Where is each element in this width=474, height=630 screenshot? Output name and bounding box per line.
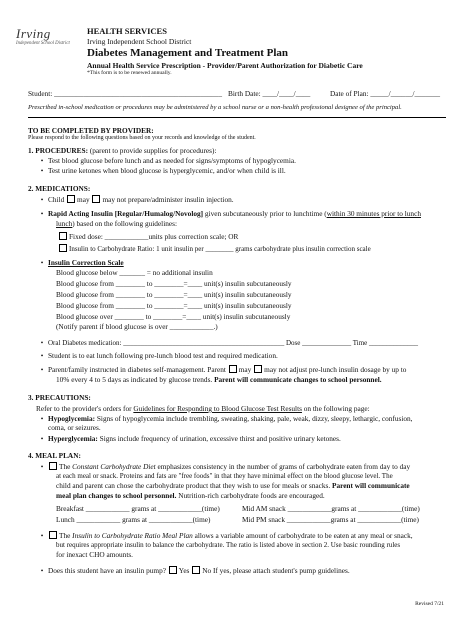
- ratio-checkbox[interactable]: [59, 244, 67, 252]
- precautions-intro: [36, 404, 456, 413]
- medications-heading: 2. MEDICATIONS:: [28, 184, 91, 193]
- procedure-text: Test blood glucose before lunch and as needed for signs/symptoms of hypoglycemia.: [48, 156, 296, 165]
- revision-note: Revised 7/21: [415, 601, 444, 607]
- constant-carb-line: [36, 462, 456, 471]
- constant-carb-checkbox[interactable]: [49, 462, 57, 470]
- parent-may-checkbox[interactable]: [229, 365, 237, 373]
- bullet-dot-icon: •: [40, 462, 44, 471]
- bullet-dot-icon: •: [40, 339, 44, 347]
- parent-may-not-checkbox[interactable]: [254, 365, 262, 373]
- page-title: Diabetes Management and Treatment Plan: [87, 47, 289, 59]
- procedures-title-rest: (parent to provide supplies for procedures):: [88, 146, 217, 155]
- bullet-dot-icon: •: [40, 531, 44, 540]
- district-name: Irving Independent School District: [87, 36, 192, 46]
- eat-lunch-line: [36, 351, 456, 360]
- logo-tagline: Independent School District: [16, 41, 70, 47]
- precautions-heading: 3. PRECAUTIONS:: [28, 393, 91, 402]
- constant-carb-line-3: [56, 481, 474, 490]
- hyperglycemia-text: Signs include frequency of urination, excessive thirst and positive urinary ketones.: [97, 434, 341, 443]
- parent-trained-text: Parent/family instructed in diabetes self-management. Parent: [48, 365, 226, 374]
- plan-date-field[interactable]: Date of Plan: _____/______/_______: [330, 89, 441, 98]
- procedure-text: Test urine ketones when blood glucose is hyperglycemic, and/or when child is ill.: [48, 166, 286, 175]
- pump-guidelines-text: If yes, please attach student's pump guidelines.: [212, 566, 350, 575]
- rapid-insulin-line-2: lunch) based on the following guidelines:: [56, 219, 177, 228]
- procedure-item: [36, 156, 456, 165]
- lunch-line: [56, 515, 474, 524]
- correction-scale-heading: [36, 258, 456, 267]
- constant-carb-text-3: child and parent can chose the carbohydrate product that they wish to use for meals or snacks.: [56, 481, 331, 490]
- may-label: may: [77, 195, 90, 204]
- org-name: HEALTH SERVICES: [87, 26, 167, 36]
- precautions-intro-end: on the following page:: [301, 404, 370, 413]
- parent-trained-text-2: 10% every 4 to 5 days as indicated by glucose trends.: [56, 375, 213, 384]
- fixed-dose-option: [58, 232, 474, 241]
- bullet-dot-icon: •: [40, 166, 44, 175]
- ratio-option: [58, 244, 474, 254]
- fixed-dose-checkbox[interactable]: [59, 232, 67, 240]
- irving-logo: [16, 26, 70, 64]
- scale-row: Blood glucose from ________ to ________=____ unit(s) insulin subcutaneously: [56, 279, 292, 288]
- procedures-title: 1. PROCEDURES:: [28, 146, 88, 155]
- pump-no-label: No: [202, 566, 212, 575]
- scale-row: Blood glucose over ________ to ________=____ unit(s) insulin subcutaneously: [56, 312, 291, 321]
- parent-may-label: may: [238, 365, 252, 374]
- bullet-dot-icon: •: [40, 351, 44, 360]
- bullet-dot-icon: •: [40, 156, 44, 165]
- provider-subheading: Please respond to the following questions based on your records and knowledge of the student.: [28, 135, 256, 141]
- bullet-dot-icon: •: [40, 258, 44, 267]
- insulin-pump-question: Does this student have an insulin pump?: [48, 566, 166, 575]
- constant-carb-pre: The: [59, 462, 73, 471]
- rapid-insulin-text: given subcutaneously prior to lunchtime (: [203, 209, 327, 218]
- breakfast-line: [56, 504, 474, 513]
- ratio-meal-pre: The: [59, 531, 73, 540]
- oral-medication-line: [36, 339, 456, 348]
- constant-carb-bold-4: meal plan changes to school personnel.: [56, 491, 177, 500]
- constant-carb-title: Constant Carbohydrate Diet: [72, 462, 156, 471]
- divider: [28, 117, 446, 118]
- constant-carb-text-4: Nutrition-rich carbohydrate foods are encouraged.: [176, 491, 325, 500]
- logo-wordmark: Irving: [16, 26, 51, 41]
- student-field[interactable]: Student: ______________________________________________: [28, 89, 222, 98]
- procedures-heading: [28, 146, 448, 155]
- hypoglycemia-text-2: coma, or seizures.: [48, 423, 101, 432]
- may-not-label: may not prepare/administer insulin injection.: [102, 195, 234, 204]
- correction-scale-title: Insulin Correction Scale: [48, 258, 124, 267]
- rapid-insulin-window: within 30 minutes prior to lunch: [326, 209, 421, 218]
- constant-carb-text-1: emphasizes consistency in the number of grams of carbohydrate eaten from day to day: [155, 462, 411, 471]
- bullet-dot-icon: •: [40, 365, 44, 374]
- insulin-pump-line: [36, 566, 456, 575]
- bullet-dot-icon: •: [40, 434, 44, 443]
- rapid-insulin-title: Rapid Acting Insulin [Regular/Humalog/Novolog]: [48, 209, 204, 218]
- may-not-checkbox[interactable]: [92, 195, 100, 203]
- fixed-dose-text: Fixed dose: ____________units plus correction scale; OR: [69, 232, 239, 241]
- constant-carb-text-2: at each meal or snack. Proteins and fats are "free foods" in that they have minimal effect on the blood glucose level. The: [56, 472, 393, 480]
- ratio-meal-text-3: for inexact CHO amounts.: [56, 550, 134, 559]
- bullet-dot-icon: •: [40, 414, 44, 423]
- child-injection-line: [36, 195, 456, 204]
- birth-date-field[interactable]: Birth Date: ____/____/____: [228, 89, 311, 98]
- constant-carb-bold-3: Parent will communicate: [330, 481, 410, 490]
- ratio-meal-text-1: allows a variable amount of carbohydrate to be eaten at any meal or snack,: [192, 531, 413, 540]
- meal-plan-heading: 4. MEAL PLAN:: [28, 451, 81, 460]
- oral-medication-text: Oral Diabetes medication: ______________________________________________ Dose ______________ Time ______________: [48, 339, 419, 347]
- procedure-item: [36, 166, 456, 175]
- student-info-line: [28, 89, 448, 98]
- scale-notify: (Notify parent if blood glucose is over ____________.): [56, 322, 218, 331]
- hypoglycemia-text: Signs of hypoglycemia include trembling, sweating, shaking, pale, weak, dizzy, sleepy, lethargic, confusion,: [95, 414, 413, 423]
- scale-row: Blood glucose from ________ to ________=____ unit(s) insulin subcutaneously: [56, 301, 292, 310]
- scale-row: Blood glucose below _______ = no additional insulin: [56, 268, 213, 277]
- header: [87, 26, 457, 77]
- pump-yes-label: Yes: [178, 566, 190, 575]
- precautions-intro-text: Refer to the provider's orders for: [36, 404, 134, 413]
- breakfast-field[interactable]: Breakfast ____________ grams at ____________(time): [56, 504, 220, 513]
- hypoglycemia-label: Hypoglycemia:: [48, 414, 96, 423]
- ratio-meal-text-2: but requires appropriate insulin to balance the carbohydrate. The ratio is listed above in section 2. Use basic rounding rules: [56, 541, 401, 549]
- hyperglycemia-line: [36, 434, 456, 443]
- pm-snack-field[interactable]: Mid PM snack ____________grams at ____________(time): [242, 515, 419, 524]
- parent-communicate-text: Parent will communicate changes to school personnel.: [214, 375, 382, 384]
- ratio-meal-title: Insulin to Carbohydrate Ratio Meal Plan: [72, 531, 193, 540]
- eat-lunch-text: Student is to eat lunch following pre-lunch blood test and required medication.: [48, 351, 278, 360]
- hypoglycemia-line: [36, 414, 456, 423]
- ratio-text: Insulin to Carbohydrate Ratio: 1 unit insulin per ________ grams carbohydrate plus insulin correction scale: [69, 245, 371, 253]
- ratio-meal-plan-checkbox[interactable]: [49, 531, 57, 539]
- rapid-insulin-end: ) based on the following guidelines:: [72, 219, 177, 228]
- pump-no-checkbox[interactable]: [192, 566, 200, 574]
- scale-row: Blood glucose from ________ to ________=____ unit(s) insulin subcutaneously: [56, 290, 292, 299]
- parent-may-not-label: may not adjust pre-lunch insulin dosage by up to: [264, 365, 407, 374]
- rapid-insulin-line: [36, 209, 456, 218]
- am-snack-field[interactable]: Mid AM snack ____________grams at ____________(time): [242, 504, 420, 513]
- constant-carb-line-4: [56, 491, 474, 500]
- bullet-dot-icon: •: [40, 209, 44, 218]
- may-checkbox[interactable]: [67, 195, 75, 203]
- renewal-note: *This form is to be renewed annually.: [87, 70, 172, 77]
- disclaimer: Prescribed in-school medication or procedures may be administered by a school nurse or a non-health professional designee of the principal.: [28, 104, 402, 111]
- ratio-meal-plan-line: [36, 531, 456, 540]
- parent-adjust-line-2: [56, 375, 474, 384]
- parent-adjust-line: [36, 365, 456, 374]
- child-label: Child: [48, 195, 65, 204]
- hyperglycemia-label: Hyperglycemia:: [48, 434, 98, 443]
- provider-heading: TO BE COMPLETED BY PROVIDER:: [28, 126, 154, 135]
- bullet-dot-icon: •: [40, 195, 44, 204]
- page-subtitle: Annual Health Service Prescription - Provider/Parent Authorization for Diabetic Care: [87, 60, 363, 70]
- pump-yes-checkbox[interactable]: [169, 566, 177, 574]
- lunch-field[interactable]: Lunch ____________ grams at ____________(time): [56, 515, 211, 524]
- bullet-dot-icon: •: [40, 566, 44, 575]
- guidelines-reference: Guidelines for Responding to Blood Glucose Test Results: [133, 404, 302, 413]
